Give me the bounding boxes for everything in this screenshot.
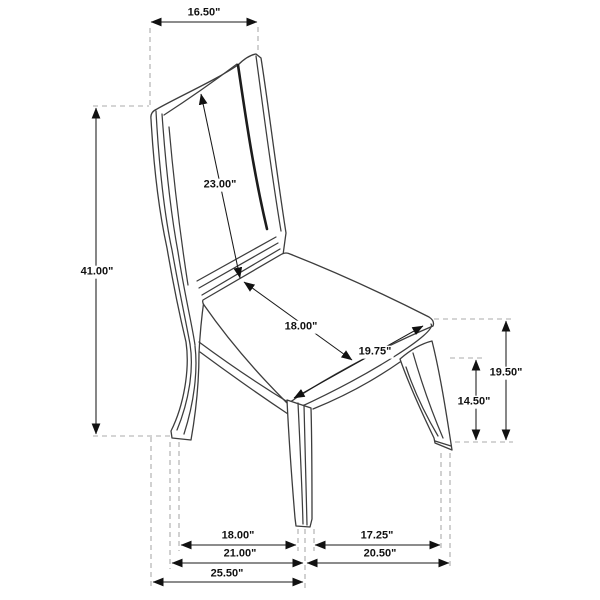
front-left-leg bbox=[287, 400, 312, 527]
dim-label-back-panel-height: 23.00" bbox=[203, 178, 237, 191]
dim-label-overall-height: 41.00" bbox=[80, 265, 114, 278]
dim-label-seat-height: 19.50" bbox=[489, 366, 523, 379]
dim-label-seat-depth: 18.00" bbox=[284, 320, 318, 333]
dim-label-floor-depth-inner: 18.00" bbox=[221, 529, 255, 542]
dim-label-floor-depth-mid: 21.00" bbox=[223, 547, 257, 560]
dim-label-floor-width-outer: 20.50" bbox=[363, 547, 397, 560]
dim-label-seat-front-width: 19.75" bbox=[358, 345, 392, 358]
dim-label-overall-depth: 25.50" bbox=[210, 567, 244, 580]
dim-label-floor-width-inner: 17.25" bbox=[360, 529, 394, 542]
chair-drawing bbox=[151, 54, 452, 527]
dim-label-back-top-width: 16.50" bbox=[187, 6, 221, 19]
dim-label-seat-bottom-height: 14.50" bbox=[457, 395, 491, 408]
